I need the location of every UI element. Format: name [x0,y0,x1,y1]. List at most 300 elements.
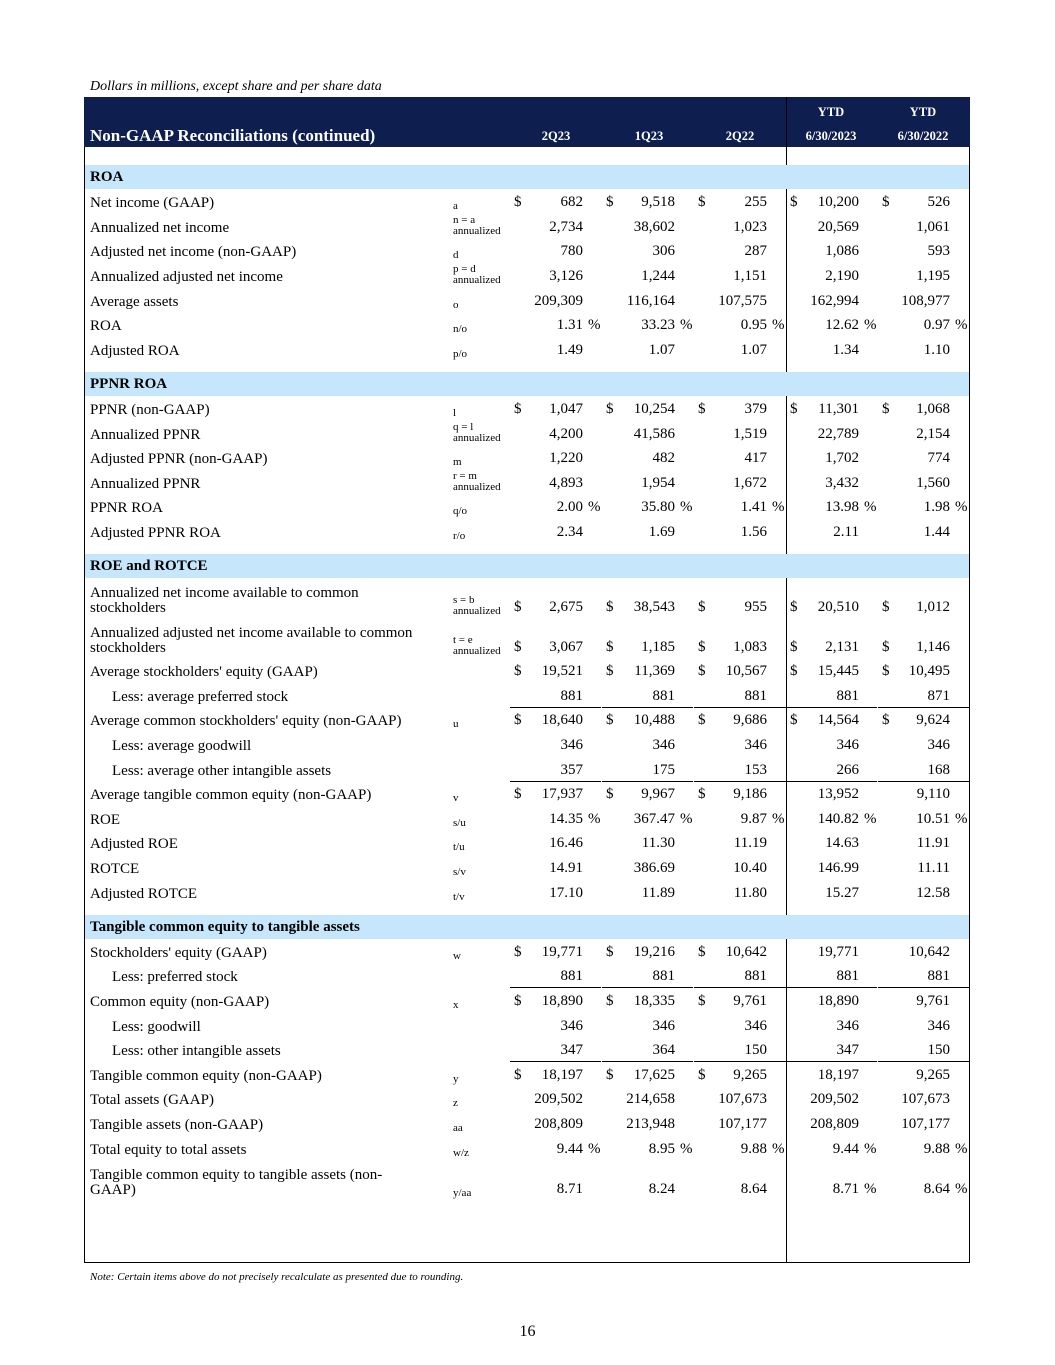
value-cell: 593 [927,243,950,260]
value-cell: 1,672 [733,474,767,491]
units-caption: Dollars in millions, except share and per share data [90,79,382,94]
value-cell: 287 [744,243,767,260]
row-label: Annualized net income available to common stockholders [90,584,359,616]
value-cell: 1.34 [832,341,859,358]
table-row [85,470,969,495]
value-cell: 367.47 [633,810,675,827]
value-cell: 346 [652,1017,675,1034]
percent-sign: % [680,1140,693,1157]
value-cell: 9,624 [916,712,950,729]
table-title: Non-GAAP Reconciliations (continued) [90,126,376,145]
dollar-sign: $ [514,400,522,417]
value-cell: 38,602 [633,218,675,235]
value-cell: 11,301 [818,400,859,417]
row-label: Annualized PPNR [90,475,201,492]
value-cell: 347 [836,1042,859,1059]
section-title: ROA [90,169,124,185]
value-cell: 3,126 [549,267,583,284]
value-cell: 1,047 [549,400,583,417]
dollar-sign: $ [882,663,890,680]
table-row [85,988,969,1013]
value-cell: 150 [927,1042,950,1059]
percent-sign: % [588,317,601,334]
value-cell: 107,177 [718,1115,767,1132]
value-cell: 357 [560,761,583,778]
column-header-top: YTD [909,105,937,119]
table-header [84,97,970,147]
row-reference: z [453,1097,458,1110]
value-cell: 153 [744,761,767,778]
table-row [85,288,969,313]
percent-sign: % [588,499,601,516]
value-cell: 9.88 [740,1140,767,1157]
table-row [85,855,969,880]
value-cell: 881 [560,968,583,985]
value-cell: 1.69 [648,523,675,540]
value-cell: 10,254 [633,400,675,417]
value-cell: 9.87 [740,810,767,827]
value-cell: 306 [652,243,675,260]
row-label: Less: average other intangible assets [112,762,332,779]
value-cell: 1,702 [825,450,859,467]
value-cell: 881 [560,687,583,704]
value-cell: 33.23 [641,317,675,334]
value-cell: 2,675 [549,598,583,615]
table-row [85,1111,969,1136]
value-cell: 8.71 [832,1180,859,1197]
value-cell: 9,110 [916,786,950,803]
value-cell: 11.80 [733,884,767,901]
value-cell: 11.11 [917,859,950,876]
percent-sign: % [864,499,877,516]
row-label: Stockholders' equity (GAAP) [90,944,267,961]
value-cell: 213,948 [626,1115,675,1132]
row-reference: p/o [453,347,468,360]
table-row [85,1013,969,1038]
value-cell: 8.24 [648,1180,675,1197]
value-cell: 0.97 [923,317,950,334]
value-cell: 1,560 [916,474,950,491]
value-cell: 881 [836,687,859,704]
value-cell: 208,809 [534,1115,583,1132]
value-cell: 9,686 [733,712,767,729]
value-cell: 386.69 [633,859,675,876]
value-cell: 17,625 [633,1066,675,1083]
value-cell: 9,967 [641,786,675,803]
row-reference: s/v [453,865,466,878]
table-row [85,757,969,782]
value-cell: 22,789 [817,425,859,442]
value-cell: 1,519 [733,425,767,442]
dollar-sign: $ [606,194,614,211]
row-reference: a [453,200,458,213]
value-cell: 1.07 [740,341,767,358]
table-row [85,446,969,471]
dollar-sign: $ [606,943,614,960]
table-row [85,579,969,619]
row-label: Adjusted PPNR ROA [90,524,221,541]
table-row [85,683,969,708]
value-cell: 8.95 [648,1140,675,1157]
row-reference: t = e annualized [453,633,501,657]
percent-sign: % [955,317,968,334]
section-title: Tangible common equity to tangible assets [90,918,360,935]
value-cell: 11.19 [733,835,767,852]
value-cell: 18,197 [817,1066,859,1083]
value-cell: 162,994 [810,292,859,309]
dollar-sign: $ [698,992,706,1009]
column-header: 1Q23 [634,129,664,143]
value-cell: 10,642 [725,943,767,960]
value-cell: 1,061 [916,218,950,235]
value-cell: 1,185 [641,638,675,655]
dollar-sign: $ [698,943,706,960]
value-cell: 482 [652,450,675,467]
dollar-sign: $ [882,712,890,729]
value-cell: 8.71 [556,1180,583,1197]
row-reference: u [453,718,459,731]
row-label: Adjusted ROE [90,836,178,853]
percent-sign: % [772,317,785,334]
value-cell: 881 [744,687,767,704]
value-cell: 208,809 [810,1115,859,1132]
value-cell: 41,586 [633,425,675,442]
section-header [85,554,969,578]
value-cell: 19,521 [541,663,583,680]
value-cell: 1,023 [733,218,767,235]
dollar-sign: $ [882,400,890,417]
value-cell: 881 [744,968,767,985]
row-reference: y [453,1072,459,1085]
value-cell: 881 [927,968,950,985]
value-cell: 346 [927,736,950,753]
percent-sign: % [864,1140,877,1157]
value-cell: 774 [927,450,950,467]
value-cell: 881 [652,968,675,985]
percent-sign: % [588,1140,601,1157]
row-label: PPNR (non-GAAP) [90,401,210,418]
value-cell: 2.11 [833,523,859,540]
dollar-sign: $ [698,786,706,803]
value-cell: 11.89 [641,884,675,901]
dollar-sign: $ [606,786,614,803]
value-cell: 20,569 [817,218,859,235]
value-cell: 214,658 [626,1091,675,1108]
dollar-sign: $ [790,712,798,729]
column-header: 2Q22 [725,129,755,143]
dollar-sign: $ [698,638,706,655]
value-cell: 16.46 [549,835,583,852]
value-cell: 10,488 [633,712,675,729]
row-reference: q = l annualized [453,420,501,444]
value-cell: 346 [836,1017,859,1034]
row-reference: p = d annualized [453,262,501,286]
dollar-sign: $ [514,194,522,211]
row-reference: aa [453,1121,463,1134]
table-row [85,1062,969,1087]
table-row [85,1136,969,1161]
value-cell: 881 [652,687,675,704]
dollar-sign: $ [790,598,798,615]
table-row [85,806,969,831]
value-cell: 20,510 [817,598,859,615]
row-label: ROA [90,318,122,335]
dollar-sign: $ [698,712,706,729]
value-cell: 11.30 [641,835,675,852]
table-row [85,190,969,215]
dollar-sign: $ [514,786,522,803]
table-row [85,1087,969,1112]
row-reference: t/v [453,890,465,903]
value-cell: 1.98 [923,499,950,516]
percent-sign: % [772,810,785,827]
value-cell: 1.10 [923,341,950,358]
value-cell: 19,771 [817,943,859,960]
table-row [85,1038,969,1063]
row-reference: r/o [453,529,466,542]
value-cell: 2.00 [556,499,583,516]
dollar-sign: $ [514,1066,522,1083]
table-row [85,708,969,733]
dollar-sign: $ [514,663,522,680]
row-reference: t/u [453,841,465,854]
value-cell: 346 [836,736,859,753]
row-label: Tangible assets (non-GAAP) [90,1116,264,1133]
row-label: ROTCE [90,860,140,877]
percent-sign: % [772,499,785,516]
value-cell: 2,131 [825,638,859,655]
row-label: Adjusted ROTCE [90,885,198,902]
value-cell: 1.56 [740,523,767,540]
value-cell: 15.27 [825,884,859,901]
row-label: Less: average goodwill [112,737,252,754]
percent-sign: % [864,810,877,827]
value-cell: 9,265 [733,1066,767,1083]
value-cell: 364 [652,1042,675,1059]
row-reference: v [453,792,459,805]
table-row [85,313,969,338]
dollar-sign: $ [514,943,522,960]
dollar-sign: $ [698,663,706,680]
row-label: Average stockholders' equity (GAAP) [90,664,318,681]
row-label: Less: preferred stock [112,969,238,986]
dollar-sign: $ [514,992,522,1009]
row-label: Less: goodwill [112,1018,201,1035]
value-cell: 1,086 [825,243,859,260]
value-cell: 1,146 [916,638,950,655]
value-cell: 417 [744,450,767,467]
value-cell: 1,068 [916,400,950,417]
percent-sign: % [955,1180,968,1197]
percent-sign: % [680,317,693,334]
value-cell: 38,543 [633,598,675,615]
table-row [85,619,969,659]
row-reference: w/z [453,1146,469,1159]
value-cell: 347 [560,1042,583,1059]
percent-sign: % [588,810,601,827]
value-cell: 175 [652,761,675,778]
row-label: Average assets [90,293,179,310]
dollar-sign: $ [514,598,522,615]
value-cell: 107,575 [718,292,767,309]
row-label: Average common stockholders' equity (non-GAAP) [90,713,402,730]
value-cell: 1.07 [648,341,675,358]
value-cell: 2,190 [825,267,859,284]
row-label: Total equity to total assets [90,1141,247,1158]
column-header: 6/30/2023 [805,129,857,143]
value-cell: 4,893 [549,474,583,491]
value-cell: 346 [744,1017,767,1034]
table-row [85,337,969,362]
value-cell: 2,154 [916,425,950,442]
dollar-sign: $ [882,598,890,615]
value-cell: 14.63 [825,835,859,852]
table-row [85,263,969,288]
row-reference: w [453,949,461,962]
value-cell: 526 [927,194,950,211]
value-cell: 1.44 [923,523,950,540]
value-cell: 346 [560,1017,583,1034]
row-label: Less: average preferred stock [112,688,289,705]
table-row [85,964,969,989]
dollar-sign: $ [790,663,798,680]
value-cell: 146.99 [817,859,859,876]
table-row [85,214,969,239]
dollar-sign: $ [606,992,614,1009]
value-cell: 2.34 [556,523,583,540]
table-row [85,831,969,856]
row-label: PPNR ROA [90,500,163,517]
table-row [85,880,969,905]
column-header: 6/30/2022 [897,129,949,143]
row-reference: o [453,298,459,311]
row-label: Adjusted net income (non-GAAP) [90,244,297,261]
row-label: Tangible common equity to tangible assets (non-GAAP) [90,1166,383,1198]
section-header [85,165,969,189]
percent-sign: % [955,499,968,516]
value-cell: 871 [927,687,950,704]
value-cell: 13,952 [817,786,859,803]
row-label: Average tangible common equity (non-GAAP) [90,787,372,804]
value-cell: 4,200 [549,425,583,442]
value-cell: 346 [652,736,675,753]
value-cell: 1,954 [641,474,675,491]
value-cell: 140.82 [817,810,859,827]
value-cell: 18,640 [541,712,583,729]
row-reference: y/aa [453,1186,472,1199]
value-cell: 10,495 [908,663,950,680]
table-row [85,1161,969,1201]
percent-sign: % [955,1140,968,1157]
value-cell: 255 [744,194,767,211]
value-cell: 1.49 [556,341,583,358]
value-cell: 379 [744,400,767,417]
row-label: Common equity (non-GAAP) [90,993,270,1010]
dollar-sign: $ [606,663,614,680]
value-cell: 8.64 [740,1180,767,1197]
row-reference: n/o [453,323,468,336]
column-header: 2Q23 [541,129,571,143]
row-label: Total assets (GAAP) [90,1092,214,1109]
table-row [85,421,969,446]
value-cell: 9,265 [916,1066,950,1083]
row-reference: d [453,249,459,262]
table-row [85,519,969,544]
value-cell: 955 [744,598,767,615]
row-reference: m [453,456,462,469]
value-cell: 209,502 [534,1091,583,1108]
rounding-note: Note: Certain items above do not precisely recalculate as presented due to rounding. [90,1271,464,1283]
table-row [85,732,969,757]
table-row [85,782,969,807]
value-cell: 116,164 [626,292,675,309]
value-cell: 9.88 [923,1140,950,1157]
dollar-sign: $ [698,194,706,211]
dollar-sign: $ [698,400,706,417]
value-cell: 881 [836,968,859,985]
value-cell: 3,067 [549,638,583,655]
dollar-sign: $ [882,194,890,211]
value-cell: 18,197 [541,1066,583,1083]
value-cell: 9,186 [733,786,767,803]
row-label: Tangible common equity (non-GAAP) [90,1067,322,1084]
value-cell: 18,335 [633,992,675,1009]
row-reference: n = a annualized [453,213,501,237]
row-label: Net income (GAAP) [90,195,215,212]
value-cell: 2,734 [549,218,583,235]
section-header [85,915,969,939]
row-reference: s/u [453,816,466,829]
dollar-sign: $ [606,598,614,615]
table-row [85,659,969,684]
value-cell: 1.31 [556,317,583,334]
percent-sign: % [955,810,968,827]
value-cell: 107,177 [901,1115,950,1132]
value-cell: 9.44 [556,1140,583,1157]
value-cell: 9,518 [641,194,675,211]
value-cell: 18,890 [541,992,583,1009]
value-cell: 19,771 [541,943,583,960]
value-cell: 0.95 [740,317,767,334]
value-cell: 9,761 [916,992,950,1009]
row-label: Adjusted PPNR (non-GAAP) [90,451,268,468]
section-header [85,372,969,396]
value-cell: 1,244 [641,267,675,284]
value-cell: 150 [744,1042,767,1059]
value-cell: 14.91 [549,859,583,876]
value-cell: 209,502 [810,1091,859,1108]
value-cell: 780 [560,243,583,260]
value-cell: 108,977 [901,292,950,309]
table-row [85,939,969,964]
row-label: Annualized PPNR [90,426,201,443]
value-cell: 346 [744,736,767,753]
value-cell: 12.58 [916,884,950,901]
dollar-sign: $ [514,712,522,729]
value-cell: 1,151 [733,267,767,284]
row-reference: x [453,998,459,1011]
value-cell: 346 [927,1017,950,1034]
dollar-sign: $ [882,638,890,655]
value-cell: 682 [560,194,583,211]
percent-sign: % [772,1140,785,1157]
value-cell: 168 [927,761,950,778]
dollar-sign: $ [698,1066,706,1083]
value-cell: 15,445 [817,663,859,680]
value-cell: 1,012 [916,598,950,615]
value-cell: 9,761 [733,992,767,1009]
table-row [85,396,969,421]
